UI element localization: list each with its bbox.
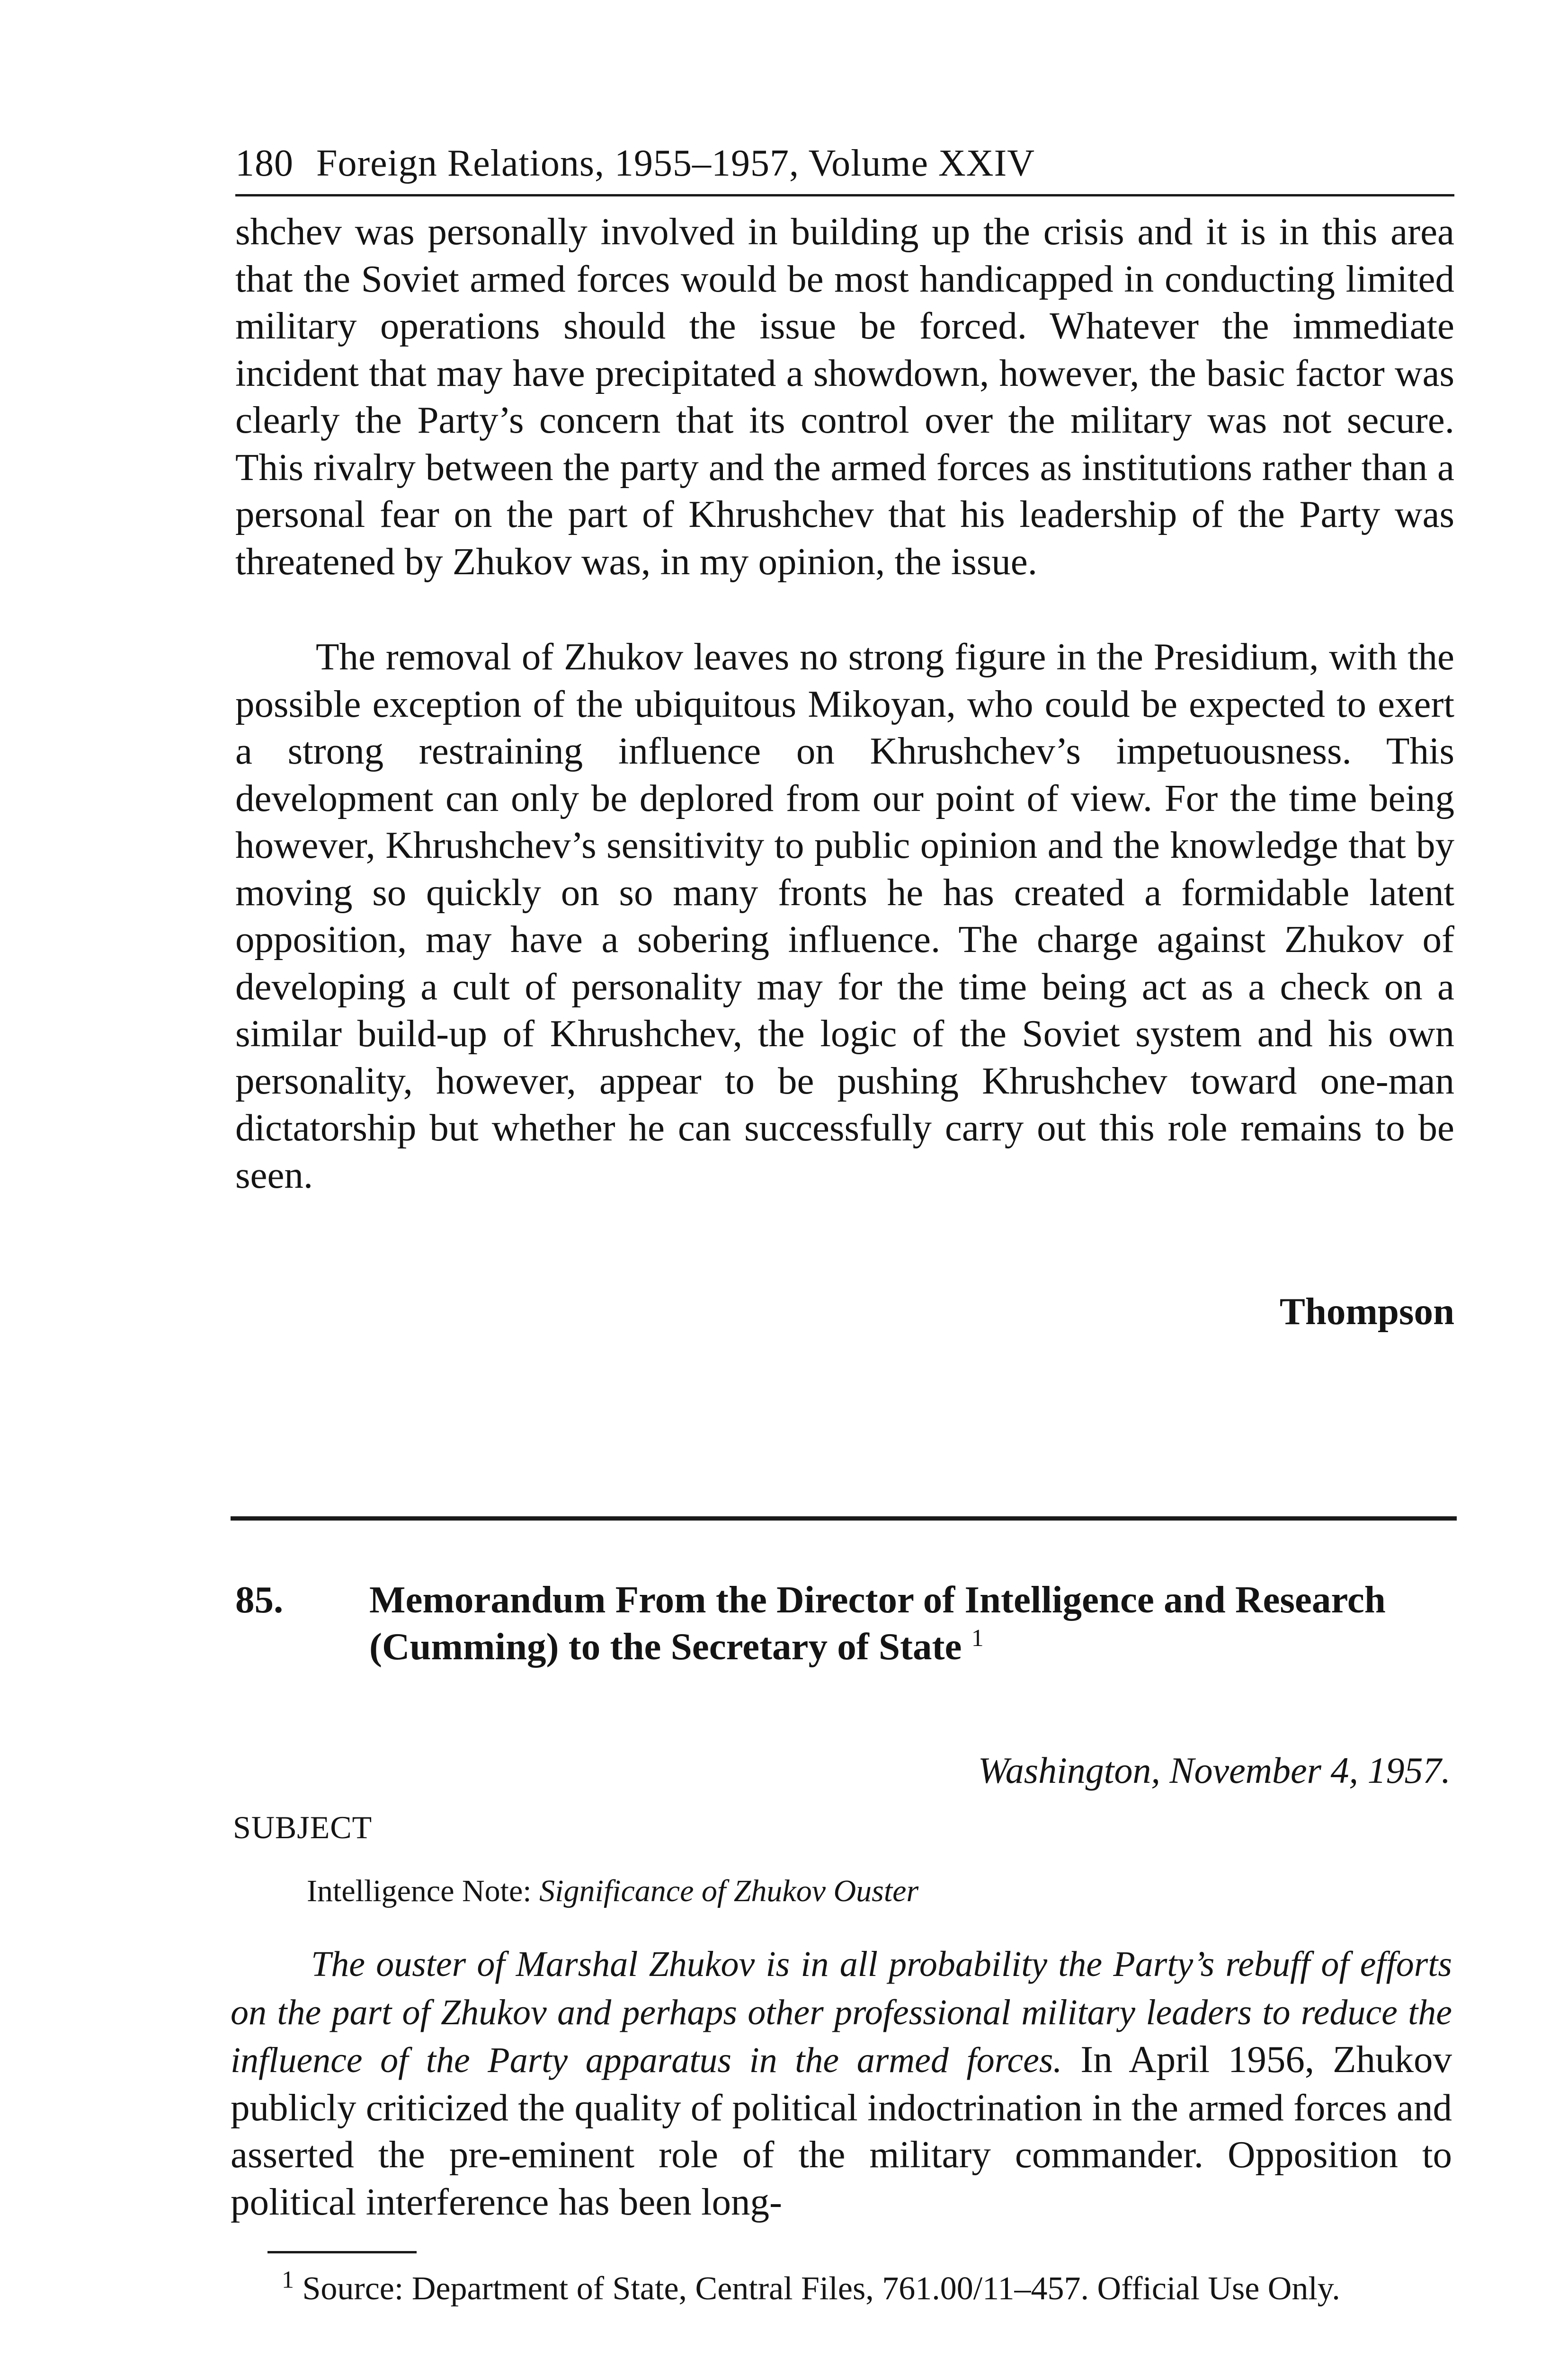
document-number: 85. (235, 1578, 284, 1621)
subject-prefix: Intelligence Note: (307, 1874, 532, 1908)
memo-summary-italic: The ouster of Marshal Zhukov is in all probability the Party’s rebuff of efforts on the part of Zhukov and perhaps other professional military leaders to reduce the influence of the Party apparatus in the armed forces. (231, 1944, 1452, 2080)
document-separator-rule (231, 1516, 1457, 1521)
running-head (235, 137, 1454, 196)
footnote (282, 2265, 1456, 2313)
footnote-marker: 1 (282, 2266, 294, 2294)
body-paragraph-1: shchev was personally involved in building up the crisis and it is in this area that the Soviet armed forces would be most handicapped in conducting limited military operations should the issue be forced. Whatever the immediate incident that may have precipitated a showdown, however, the basic factor was clearly the Party’s concern that its control over the military was not secure. This rivalry between the party and the armed forces as institutions rather than a personal fear on the part of Khrushchev that his leadership of the Party was threatened by Zhukov was, in my opinion, the issue. (235, 210, 1454, 583)
footnote-rule (267, 2251, 417, 2253)
footnote-text: Source: Department of State, Central Files, 761.00/11–457. Official Use Only. (302, 2270, 1340, 2307)
subject-line (307, 1868, 918, 1915)
document-title-text: Memorandum From the Director of Intelligence and Research (Cumming) to the Secretary of State (369, 1578, 1386, 1668)
memo-body-text: In April 1956, Zhukov publicly criticized the quality of political indoctrination in the armed forces and asserted the pre-eminent role of the military commander. Opposition to political interference has been long- (231, 2038, 1452, 2223)
volume-title: Foreign Relations, 1955–1957, Volume XXIV (316, 142, 1035, 184)
document-title (369, 1576, 1411, 1670)
memo-paragraph (231, 1940, 1452, 2225)
subject-label: SUBJECT (233, 1809, 373, 1845)
signature: Thompson (1279, 1290, 1454, 1333)
subject-title: Significance of Zhukov Ouster (539, 1874, 919, 1908)
page-number: 180 (235, 142, 294, 184)
dateline: Washington, November 4, 1957. (978, 1750, 1451, 1791)
body-paragraph-2: The removal of Zhukov leaves no strong figure in the Presidium, with the possible exception of the ubiquitous Mikoyan, who could be expected to exert a strong restraining influence on Khrushchev’s impetuousness. This development can only be deplored from our point of view. For the time being however, Khrushchev’s sensitivity to public opinion and the knowledge that by moving so quickly on so many fronts he has created a formidable latent opposition, may have a sobering influence. The charge against Zhukov of developing a cult of personality may for the time being act as a check on a similar build-up of Khrushchev, the logic of the Soviet system and his own personality, however, appear to be pushing Khrushchev toward one-man dictatorship but whether he can successfully carry out this role remains to be seen. (235, 635, 1454, 1196)
footnote-reference: 1 (971, 1625, 984, 1652)
